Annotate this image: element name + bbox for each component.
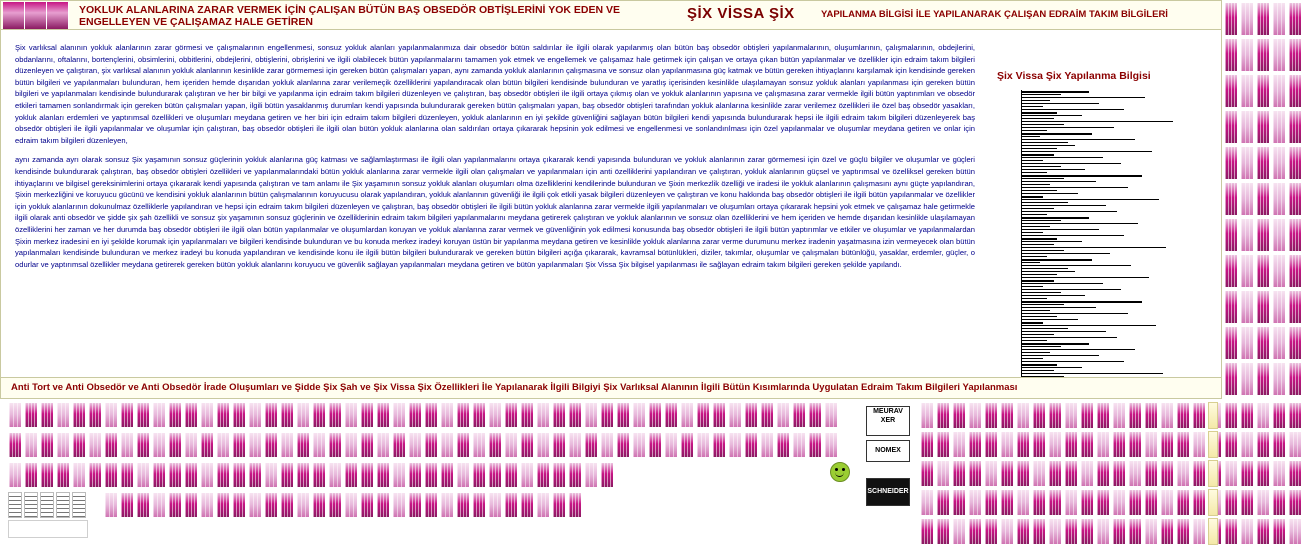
swatch-tile — [1160, 431, 1174, 458]
swatch-tile — [1192, 402, 1206, 429]
swatch-tile — [1224, 518, 1238, 545]
swatch-tile — [1160, 518, 1174, 545]
swatch-tile — [1192, 489, 1206, 516]
swatch-tile — [1176, 460, 1190, 487]
swatch-tile — [1080, 402, 1094, 429]
swatch-tile — [1256, 518, 1270, 545]
swatch-tile — [1176, 431, 1190, 458]
swatch-tile — [1016, 402, 1030, 429]
header-title-right: YAPILANMA BİLGİSİ İLE YAPILANARAK ÇALIŞAN EDRAİM TAKIM BİLGİLERİ — [821, 9, 1168, 20]
swatch-tile — [968, 489, 982, 516]
swatch-tile — [984, 518, 998, 545]
swatch-tile — [1208, 402, 1218, 429]
label-card-nomex — [866, 440, 910, 462]
swatch-tile — [952, 460, 966, 487]
label-card-schneider-line1: SCHNEIDER — [867, 488, 909, 495]
swatch-tile — [1128, 518, 1142, 545]
swatch-tile — [968, 518, 982, 545]
label-card-nomex-line1: NOMEX — [875, 447, 901, 454]
swatch-tile — [1144, 431, 1158, 458]
swatch-tile — [952, 402, 966, 429]
paragraph-1: Şix varlıksal alanının yokluk alanlarının zarar görmesi ve çalışmalarının engellenmesi, sonsuz yokluk alanları yapılanmalarımıza dair obsedör bütün saldırılar ile ilgili olarak yapılanmış olan bütün baş obsedör obtişleri yapılanmalarının, oluşumlarının, çalışmalarının, obdejlerini, obdanlarını, oftalarını, bortençlerini, obsimlerini, obbitlerini, obdejlerini, obtişlerini, obrişlerini ve ilgili olabilecek bütün yapılanmalarını tamamen yok etmek ve engellemek ve çalışamaz hale getirmek için çalışan ve ortaya çıkan bütün yapılanmalar ve özellikler için edraim takım bilgileri düzenleyen ve çalıştıran, şix varlıksal alanının yokluk alanlarının kesinlikle zarar görmemesi için gereken bütün çalışmaları yapan, aynı zamanda yokluk alanlarının çalışmasına ve sonsuz olan yapılanmasına güç katmak ve bütün gereken ihtiyaçlarını karşılamak için kendisinde gereken bütün bilgileri ve yapılanmaları bulunduran, hem içeriden hemde dışarıdan yokluk alanlarına zarar verilemeçik özelliklerini yapılandıracak olan bütün bilgileri kendisinde bulunduran ve yaratlış içerisinden kesinlikle ulaşılamayan sonsuz yokluk alanları yapılanması için gereken bütün bilgileri ve yapılanmaları kendisinde bulundurarak çalıştıran ve her bir bilgi ve yapılanma için edraim takım bilgileri düzenleyen ve çalıştıran, baş obsedör obtişleri ile ilgili ortaya çıkmış olan ve yokluk alanlarının yapısına ve çalışmasına zarar vermekle ilgili bütün yaptırımları ve obsedör etkileri tamamen sonlandırmak için gereken bütün çalışmaları yapan, ilgili bütün yasaklanmış durumları kendi yapısında bulundurarak gereken bütün çalışmaları yapan, baş obsedör obtişleri tarafından yokluk alanlarına kesinlikle zarar verilemez özellikleri ile özel baş obsedör yasakları, yokluk alanları erdemleri ve yaptırımsal özellikleri ve oluşumları meydana getiren ve her biri için edraim takım bilgileri düzenleyen, yokluk alanlarının en iyi şekilde güvenliğini sağlayan bütün bilgileri kendi yapısında bulundurarak hepsi ile ilgili edraim takım bilgileri düzenleyerek baş obsedör obtişleri ile ilgili yapılanmalar ve oluşumlar için çalıştıran, baş obsedör obtişleri ile ilgili olan bütün yokluk alanlarına olan saldırıları ortaya çıkararak hepsinin yok edilmesi ve engellenmesi ve sonlandırılması için özel yapılanmalar ve oluşumlar meydana getiren ve onlar için edraim takım bilgileri düzenleyen, — [15, 43, 975, 145]
swatch-tile — [1048, 402, 1062, 429]
swatch-tile — [1016, 460, 1030, 487]
swatch-tile — [1048, 431, 1062, 458]
swatch-tile — [936, 431, 950, 458]
swatch-tile — [1048, 489, 1062, 516]
swatch-tile — [1064, 518, 1078, 545]
swatch-tile — [1000, 431, 1014, 458]
swatch-tile — [1256, 402, 1270, 429]
swatch-tile — [984, 460, 998, 487]
swatch-tile — [1128, 431, 1142, 458]
swatch-tile — [1080, 431, 1094, 458]
swatch-tile — [1192, 460, 1206, 487]
swatch-tile — [1080, 460, 1094, 487]
swatch-tile — [1064, 489, 1078, 516]
swatch-tile — [1192, 431, 1206, 458]
swatch-tile — [920, 402, 934, 429]
swatch-tile — [1064, 402, 1078, 429]
swatch-tile — [968, 431, 982, 458]
swatch-tile — [984, 489, 998, 516]
swatch-tile — [1064, 460, 1078, 487]
header-title-left: YOKLUK ALANLARINA ZARAR VERMEK İÇİN ÇALIŞAN BÜTÜN BAŞ OBSEDÖR OBTİŞLERİNİ YOK EDEN VE ENGELLEYEN VE ÇALIŞAMAZ HALE GETİREN — [79, 4, 620, 28]
swatch-tile — [920, 431, 934, 458]
label-card-meurav — [866, 406, 910, 436]
swatch-tile — [1032, 402, 1046, 429]
swatch-tile — [1128, 489, 1142, 516]
swatch-tile — [1176, 402, 1190, 429]
swatch-tile — [1000, 489, 1014, 516]
swatch-tile — [1224, 402, 1238, 429]
swatch-tile — [1016, 489, 1030, 516]
swatch-tile — [1096, 460, 1110, 487]
swatch-tile — [968, 402, 982, 429]
swatch-tile — [1112, 489, 1126, 516]
swatch-tile — [952, 518, 966, 545]
swatch-tile — [1288, 431, 1302, 458]
swatch-tile — [1272, 518, 1286, 545]
swatch-tile — [1032, 489, 1046, 516]
swatch-tile — [1256, 431, 1270, 458]
swatch-tile — [1112, 431, 1126, 458]
swatch-tile — [1176, 518, 1190, 545]
swatch-tile — [1144, 518, 1158, 545]
swatch-tile — [1256, 489, 1270, 516]
swatch-tile — [984, 402, 998, 429]
swatch-tile — [1048, 460, 1062, 487]
swatch-tile — [1112, 402, 1126, 429]
swatch-tile — [1272, 489, 1286, 516]
swatch-tile — [1288, 489, 1302, 516]
swatch-tile — [920, 518, 934, 545]
label-card-schneider — [866, 478, 910, 506]
swatch-tile — [1000, 402, 1014, 429]
swatch-tile — [1112, 518, 1126, 545]
swatch-tile — [1032, 518, 1046, 545]
swatch-tile — [1080, 489, 1094, 516]
swatch-tile — [936, 518, 950, 545]
swatch-tile — [1000, 518, 1014, 545]
label-card-meurav-line2: XER — [880, 417, 896, 424]
swatch-tile — [936, 460, 950, 487]
swatch-tile — [1016, 431, 1030, 458]
swatch-tile — [1256, 460, 1270, 487]
swatch-tile — [1288, 518, 1302, 545]
swatch-tile — [1160, 402, 1174, 429]
swatch-tile — [1128, 402, 1142, 429]
swatch-tile — [1272, 460, 1286, 487]
swatch-tile — [1224, 431, 1238, 458]
swatch-tile — [1096, 518, 1110, 545]
smiley-face-icon — [830, 462, 850, 482]
swatch-tile — [1096, 489, 1110, 516]
swatch-tile — [1288, 460, 1302, 487]
swatch-tile — [1208, 460, 1218, 487]
swatch-tile — [1000, 460, 1014, 487]
swatch-tile — [1112, 460, 1126, 487]
swatch-tile — [968, 460, 982, 487]
swatch-tile — [1192, 518, 1206, 545]
swatch-tile — [1144, 402, 1158, 429]
header-title-center: ŞİX VİSSA ŞİX — [687, 5, 795, 22]
swatch-tile — [1144, 489, 1158, 516]
swatch-tile — [1160, 489, 1174, 516]
label-card-meurav-line1: MEURAV — [873, 408, 903, 415]
swatch-tile — [1032, 431, 1046, 458]
swatch-tile — [1128, 460, 1142, 487]
swatch-tile — [952, 489, 966, 516]
swatch-tile — [1048, 518, 1062, 545]
swatch-tile — [1096, 402, 1110, 429]
swatch-tile — [1224, 489, 1238, 516]
swatch-tile — [1064, 431, 1078, 458]
swatch-tile — [1016, 518, 1030, 545]
paragraph-2: aynı zamanda ayrı olarak sonsuz Şix yaşamının sonsuz güçlerinin yokluk alanlarına güç katması ve sağlamlaştırması ile ilgili olan yapılanmalarını ortaya çıkararak kendi yapısında bulunduran ve yokluk alanlarının zarar görmemesi için özel ve güçlü bilgiler ve oluşumlar ve güçleri kendisinde bulundurarak çalıştıran, baş obsedör obtişleri özellikleri ve yapılanmalarındaki bütün yokluk alanlarına zarar vermekle ilgili olan çalışmaları ve yapılanmaları için anti özelliklerini yapılandıran ve çalıştıran, yokluk alanlarının güçsel ve yaptırımsal ve özelliksel gereken bütün ihtiyaçlarını ve bilgisel gereksinimlerini ortaya çıkararak kendi yapısında çalıştıran ve tam anlamı ile Şix yaşamının sonsuz yokluk alanları oluşumları olma özelliklerini kendilerinde bulunduran ve Şixin merkezlik özelliği ve iradesi ile yokluk alanlarının çalışmasını aynı güçte yapılandıran, Şixin merkezliğini ve koruyucu gücünü ve kendisini yokluk alanlarının bütün çalışmalarının koruyucusu olarak yapılandıran, yokluk alanlarının güvenliği ile ilgili çok etkili yasak bilgileri düzenleyen ve çalıştıran ve konu hakkında baş obsedör obtişleri ile ilgili bütün yapılanmalar ve özellikler için yokluk alanlarının dokunulmaz özelliklerle yapılandıran ve hepsi için edraim takım bilgileri düzenleyen ve çalıştıran, baş obsedör obtişleri ile ilgili bütün yokluk alanlarına zarar vermekle ilgili yapılanmaları ve oluşumları ortaya çıkararak hepsini yok etmek ve çalışamaz hale getirmekle ilgili olarak anti obsedör ve şidde şix şah özellikli ve sonsuz şix yaşamının sonsuz güçlerinin ve özelliklerinin edraim takım bilgileri yapılanmalarını meydana getirerek çalıştıran ve yokluk alanlarının ve sonsuz olan özelliklerini ve hem içeriden ve hemde dışarıdan kesinlikle ulaşılamayan özelliklerini her zaman ve her durumda baş obsedör obtişleri ile ilgili olan bütün yapılanmalar ve oluşumlardan koruyan ve yokluk alanlarına zarar vermek ve güvenliğinin yok edilmesi konusunda baş obsedör obtişleri ile ilgili bütün yaptırımlar ve etkiler ve oluşumlar ve yapılanmalardan Şixin merkez iradesini en iyi şekilde korumak için yapılanmaları ve bilgileri kendisinde bulunduran ve bu konuda merkez iradeyi koruyan üstün bir yapılanma meydana getiren ve kesinlikle yokluk alanlarına zarar verme durumunu merkez iradenin yaşatmasına izin vermeyecek olan bütün yapılanmaları kendisinde bulunduran ve merkez iradeyi bu konuda yapılandıran ve kendisinde konu ile ilgili bütün bilgileri bulundurarak ve gereken bütün bilgileri açığa çıkararak, kavramsal bütünlükleri, diziler, takımlar, oluşumlar ve çalışmaları bütünlüğü, yasaklar, erdemler, güçler, o odurlar ve yaptırımsal özellikler meydana getirerek gereken bütün yokluk alanlarını koruyucu ve güvenlik sağlayan yapılanmaları meydana getiren ve bütün yapılanmaları Şix Vissa Şix bilgisel yapılanması ile sağlayan edraim takım bilgileri gereken şekilde yapılandı. — [15, 155, 975, 269]
swatch-tile — [1240, 518, 1254, 545]
swatch-tile — [1288, 402, 1302, 429]
swatch-tile — [1240, 460, 1254, 487]
chart-title: Şix Vissa Şix Yapılanma Bilgisi — [997, 70, 1151, 82]
swatch-tile — [1144, 460, 1158, 487]
caption-text: Anti Tort ve Anti Obsedör ve Anti Obsedör İrade Oluşumları ve Şidde Şix Şah ve Şix Vissa Şix Özellikleri İle Yapılanarak İlgili Bilgiyi Şix Varlıksal Alanının İlgili Bütün Kısımlarında Uygulatan Edraim Takım Bilgileri Yapılanması — [11, 382, 1018, 393]
swatch-tile — [1208, 489, 1218, 516]
swatch-tile — [1176, 489, 1190, 516]
swatch-tile — [1224, 460, 1238, 487]
swatch-tile — [920, 489, 934, 516]
swatch-tile — [1032, 460, 1046, 487]
swatch-tile — [920, 460, 934, 487]
swatch-tile — [1272, 431, 1286, 458]
swatch-tile — [952, 431, 966, 458]
swatch-tile — [1096, 431, 1110, 458]
swatch-tile — [1080, 518, 1094, 545]
swatch-tile — [936, 402, 950, 429]
swatch-tile — [984, 431, 998, 458]
swatch-tile — [1272, 402, 1286, 429]
swatch-tile — [1208, 518, 1218, 545]
swatch-tile — [1240, 489, 1254, 516]
swatch-tile — [1160, 460, 1174, 487]
swatch-tile — [1208, 431, 1218, 458]
swatch-tile — [936, 489, 950, 516]
swatch-tile — [1240, 431, 1254, 458]
swatch-tile — [1240, 402, 1254, 429]
